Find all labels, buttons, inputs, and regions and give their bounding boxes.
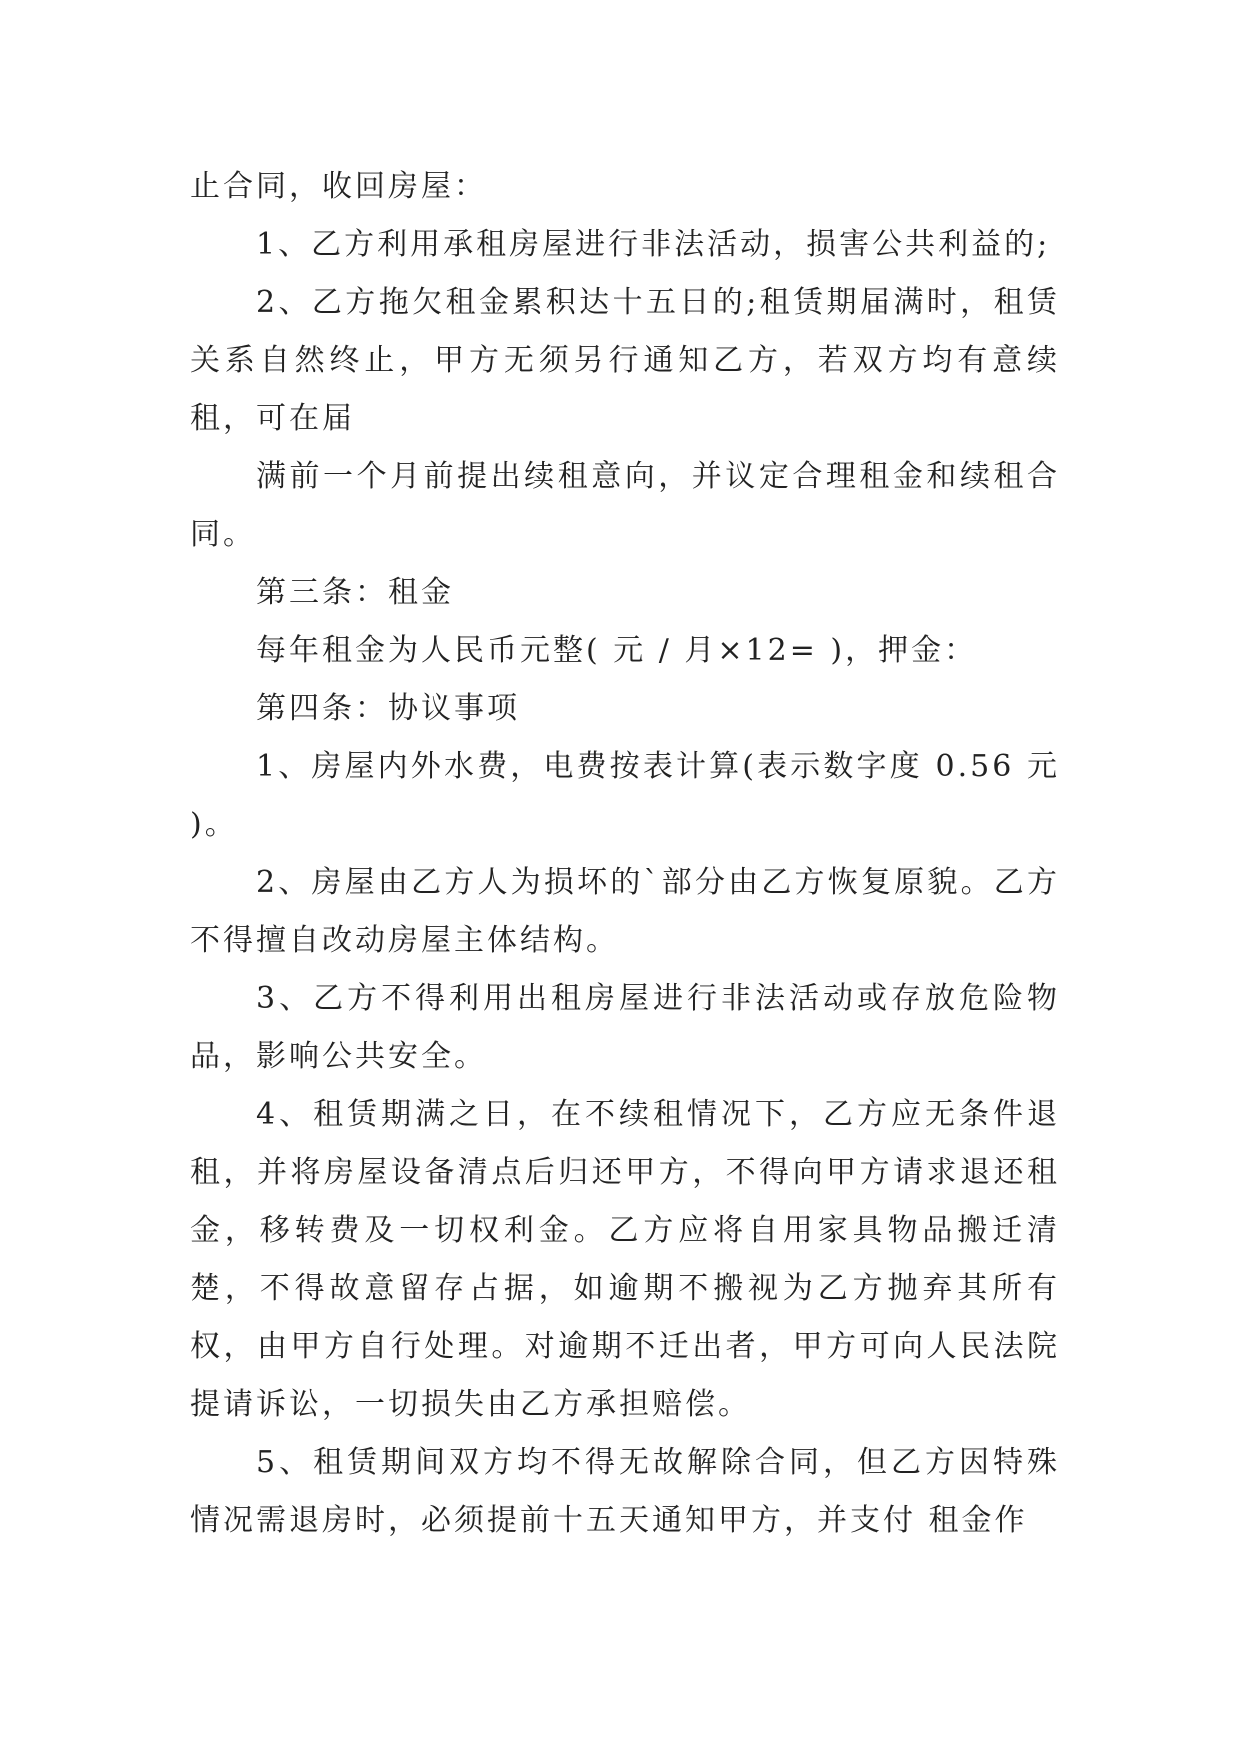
paragraph-2: 1、乙方利用承租房屋进行非法活动，损害公共利益的;	[256, 227, 1051, 262]
paragraph-item-4: 4、租赁期满之日，在不续租情况下，乙方应无条件退租，并将房屋设备清点后归还甲方，不得向甲方请求退还租金，移转费及一切权利金。乙方应将自用家具物品搬迁清楚，不得故意留存占据，如逾期不搬视为乙方抛弃其所有权，由甲方自行处理。对逾期不迁出者，甲方可向人民法院提请诉讼，一切损失由乙方承担赔偿。	[190, 1097, 1060, 1422]
paragraph-item-2: 2、房屋由乙方人为损坏的`部分由乙方恢复原貌。乙方不得擅自改动房屋主体结构。	[190, 865, 1060, 958]
document-body	[190, 158, 1073, 1550]
paragraph-item-5: 5、租赁期间双方均不得无故解除合同，但乙方因特殊情况需退房时，必须提前十五天通知甲方，并支付 租金作	[190, 1445, 1060, 1538]
paragraph-item-1: 1、房屋内外水费，电费按表计算(表示数字度 0.56 元 )。	[190, 749, 1073, 842]
paragraph-item-3: 3、乙方不得利用出租房屋进行非法活动或存放危险物品，影响公共安全。	[190, 981, 1060, 1074]
paragraph-rent-amount: 每年租金为人民币元整( 元 / 月×12= )，押金：	[256, 633, 978, 668]
paragraph-1: 止合同，收回房屋：	[190, 169, 487, 204]
paragraph-4: 满前一个月前提出续租意向，并议定合理租金和续租合同。	[190, 459, 1060, 552]
paragraph-3: 2、乙方拖欠租金累积达十五日的;租赁期届满时，租赁关系自然终止，甲方无须另行通知乙方，若双方均有意续租，可在届	[190, 285, 1060, 436]
section-heading-agreement: 第四条：协议事项	[256, 691, 520, 726]
section-heading-rent: 第三条：租金	[256, 575, 454, 610]
